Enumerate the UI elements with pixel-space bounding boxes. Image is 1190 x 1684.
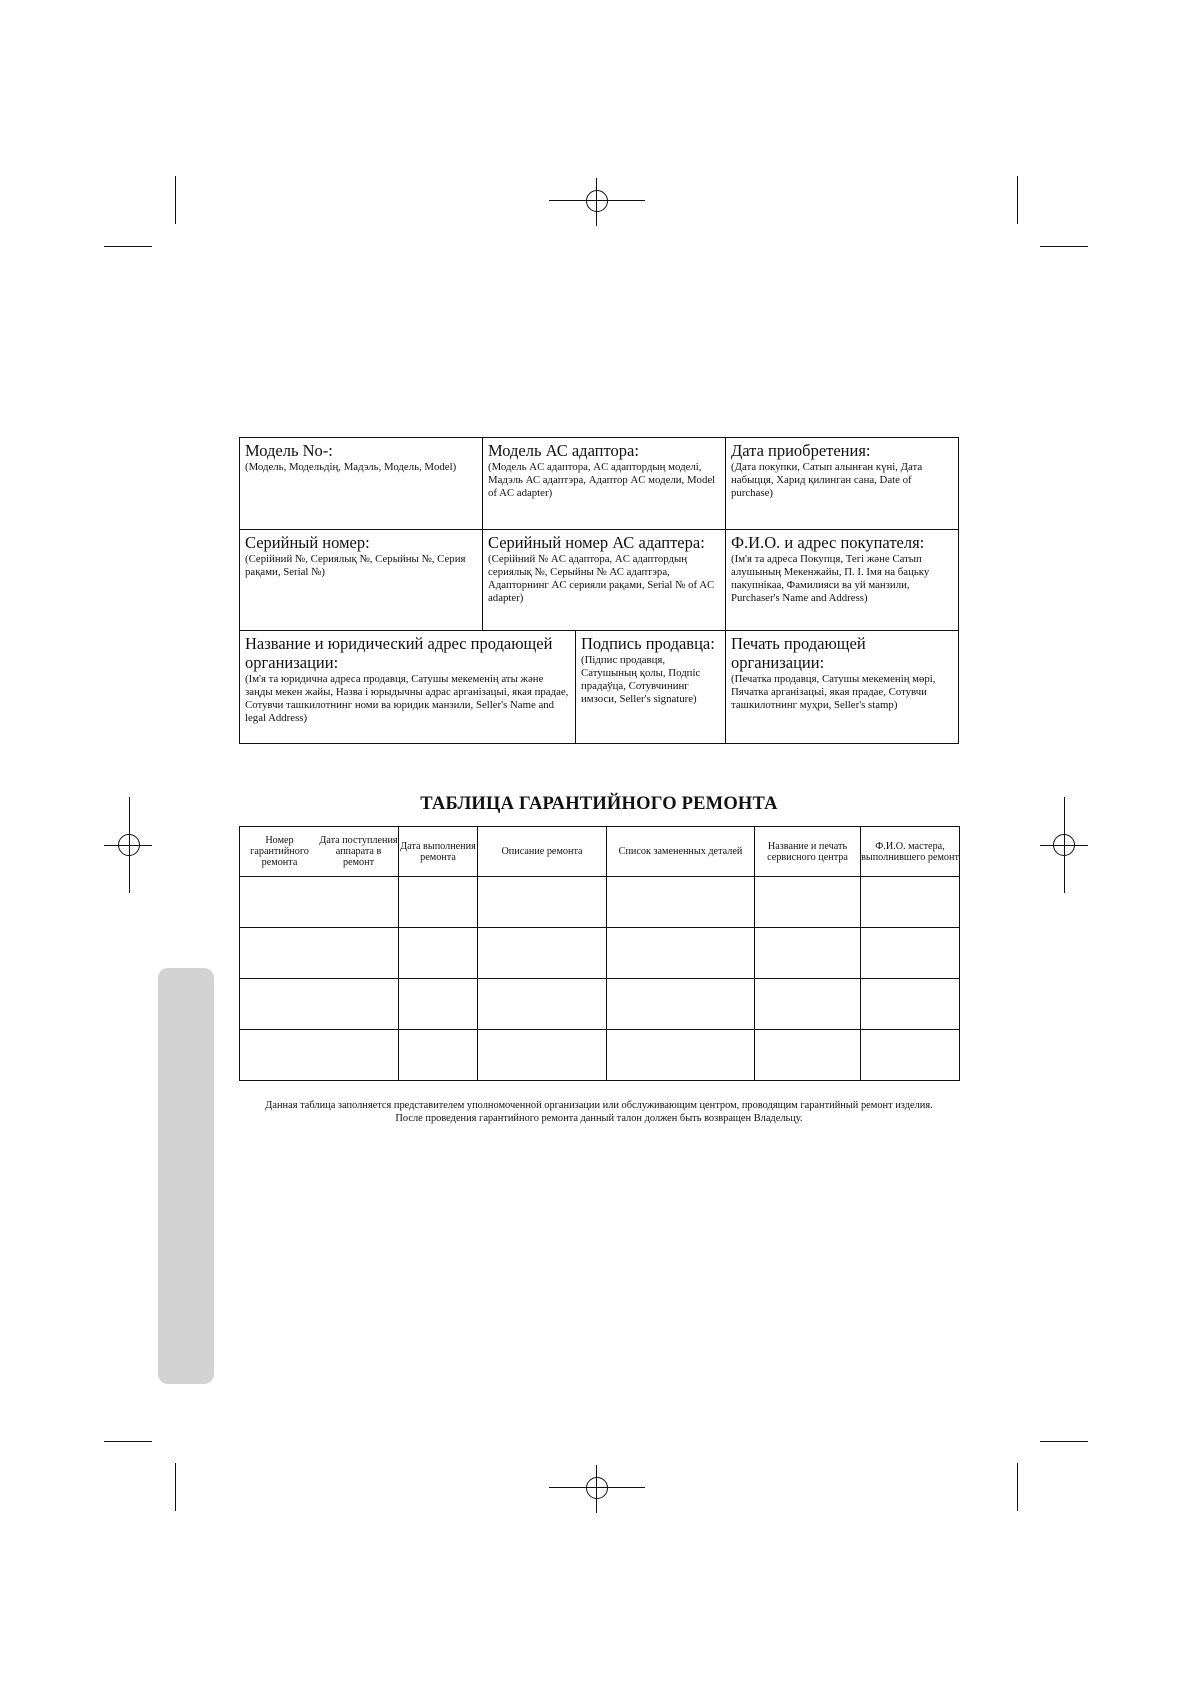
header-replaced-parts: Список замененных деталей	[607, 827, 755, 877]
crop-mark	[175, 1463, 176, 1511]
crop-mark	[1040, 246, 1088, 247]
table-row	[240, 1030, 960, 1081]
table-cell[interactable]	[861, 979, 960, 1030]
ac-serial-field-title: Серийный номер АС адаптера:	[488, 533, 705, 552]
crop-mark	[175, 176, 176, 224]
seller-stamp-field-title: Печать продающей организации:	[731, 634, 866, 672]
serial-field-title: Серийный номер:	[245, 533, 370, 552]
table-cell[interactable]	[755, 928, 861, 979]
registration-circle-icon	[1053, 834, 1075, 856]
header-description: Описание ремонта	[478, 827, 607, 877]
header-number-received	[240, 827, 399, 877]
table-cell[interactable]	[399, 928, 478, 979]
model-field-title: Модель No-:	[245, 441, 333, 460]
seller-sign-field-title: Подпись продавца:	[581, 634, 715, 653]
crop-mark	[1040, 1441, 1088, 1442]
buyer-field[interactable]	[725, 529, 958, 630]
crop-mark	[104, 1441, 152, 1442]
table-cell[interactable]	[240, 979, 399, 1030]
table-cell[interactable]	[607, 1030, 755, 1081]
header-master: Ф.И.О. мастера, выполнившего ремонт	[861, 827, 960, 877]
serial-field[interactable]	[240, 529, 482, 630]
seller-org-field-subtitle: (Ім'я та юридична адреса продавця, Сатушы мекеменің аты және заңды мекен жайы, Назва і юрыдычны адрас арганізацыі, якая прадае, Сотувчи ташкилотнинг номи ва юридик манзили, Seller's Name and legal Address)	[245, 673, 569, 724]
table-cell[interactable]	[399, 1030, 478, 1081]
header-completed-date: Дата выполнения ремонта	[399, 827, 478, 877]
registration-circle-icon	[586, 190, 608, 212]
crop-mark	[104, 246, 152, 247]
table-row	[240, 877, 960, 928]
header-service-center: Название и печать сервисного центра	[755, 827, 861, 877]
table-cell[interactable]	[755, 1030, 861, 1081]
table-cell[interactable]	[755, 877, 861, 928]
table-cell[interactable]	[478, 877, 607, 928]
seller-stamp-field[interactable]	[725, 630, 958, 743]
model-field[interactable]	[240, 438, 482, 529]
footnote-line-1: Данная таблица заполняется представителем уполномоченной организации или обслуживающим центром, проводящим гарантийный ремонт изделия.	[265, 1100, 933, 1111]
buyer-field-title: Ф.И.О. и адрес покупателя:	[731, 533, 925, 552]
table-cell[interactable]	[607, 928, 755, 979]
purchase-date-field[interactable]	[725, 438, 958, 529]
table-cell[interactable]	[478, 928, 607, 979]
table-cell[interactable]	[478, 1030, 607, 1081]
table-cell[interactable]	[240, 1030, 399, 1081]
seller-sign-field-subtitle: (Підпис продавця, Сатушының қолы, Подпіс прадаўца, Сотувчининг имзоси, Seller's signature)	[581, 654, 701, 705]
crop-mark	[1017, 176, 1018, 224]
seller-sign-field[interactable]	[575, 630, 725, 743]
footnote-line-2: После проведения гарантийного ремонта данный талон должен быть возвращен Владельцу.	[395, 1113, 803, 1124]
model-field-subtitle: (Модель, Модельдің, Мадэль, Модель, Model)	[245, 461, 457, 473]
ac-model-field[interactable]	[482, 438, 725, 529]
repair-table-title: ТАБЛИЦА ГАРАНТИЙНОГО РЕМОНТА	[420, 794, 778, 814]
table-cell[interactable]	[607, 979, 755, 1030]
ac-serial-field[interactable]	[482, 529, 725, 630]
registration-circle-icon	[118, 834, 140, 856]
table-cell[interactable]	[240, 877, 399, 928]
ac-model-field-subtitle: (Модель AC адаптора, AC адаптордың моделі, Мадэль АС адаптэра, Адаптор AC модели, Model of AC adapter)	[488, 461, 716, 499]
header-repair-number: Номер гарантийного ремонта	[250, 835, 309, 868]
table-cell[interactable]	[861, 1030, 960, 1081]
registration-circle-icon	[586, 1477, 608, 1499]
table-cell[interactable]	[240, 928, 399, 979]
table-cell[interactable]	[399, 979, 478, 1030]
table-cell[interactable]	[399, 877, 478, 928]
serial-field-subtitle: (Серійний №, Сериялық №, Серыйны №, Серия рақами, Serial №)	[245, 553, 466, 578]
table-cell[interactable]	[607, 877, 755, 928]
ac-model-field-title: Модель АС адаптора:	[488, 441, 639, 460]
table-cell[interactable]	[478, 979, 607, 1030]
seller-org-field-title: Название и юридический адрес продающей организации:	[245, 634, 553, 672]
side-tab	[158, 968, 214, 1384]
table-cell[interactable]	[861, 877, 960, 928]
purchase-date-field-title: Дата приобретения:	[731, 441, 871, 460]
repair-table-header-row	[240, 827, 960, 877]
table-cell[interactable]	[861, 928, 960, 979]
repair-table	[239, 826, 960, 1081]
table-cell[interactable]	[755, 979, 861, 1030]
buyer-field-subtitle: (Ім'я та адреса Покупця, Тегі және Сатып алушының Мекенжайы, П. І. Імя на бацьку пакупнікаа, Фамилияси ва уй манзили, Purchaser's Name and Address)	[731, 553, 930, 604]
seller-org-field[interactable]	[240, 630, 575, 743]
table-row	[240, 979, 960, 1030]
warranty-card	[239, 437, 959, 744]
ac-serial-field-subtitle: (Серійний № AC адаптора, AC адаптордың сериялық №, Серыйны № АС адаптэра, Адапторнинг AC серияли рақами, Serial № of AC adapter)	[488, 553, 715, 604]
purchase-date-field-subtitle: (Дата покупки, Сатып алынған күні, Дата набыцця, Харид қилинган сана, Date of purchase)	[731, 461, 923, 499]
crop-mark	[1017, 1463, 1018, 1511]
header-received-date: Дата поступления аппарата в ремонт	[319, 835, 398, 868]
seller-stamp-field-subtitle: (Печатка продавця, Сатушы мекеменің мөрі, Пячатка арганізацыі, якая прадае, Сотувчи ташкилотнинг муҳри, Seller's stamp)	[731, 673, 936, 711]
table-row	[240, 928, 960, 979]
